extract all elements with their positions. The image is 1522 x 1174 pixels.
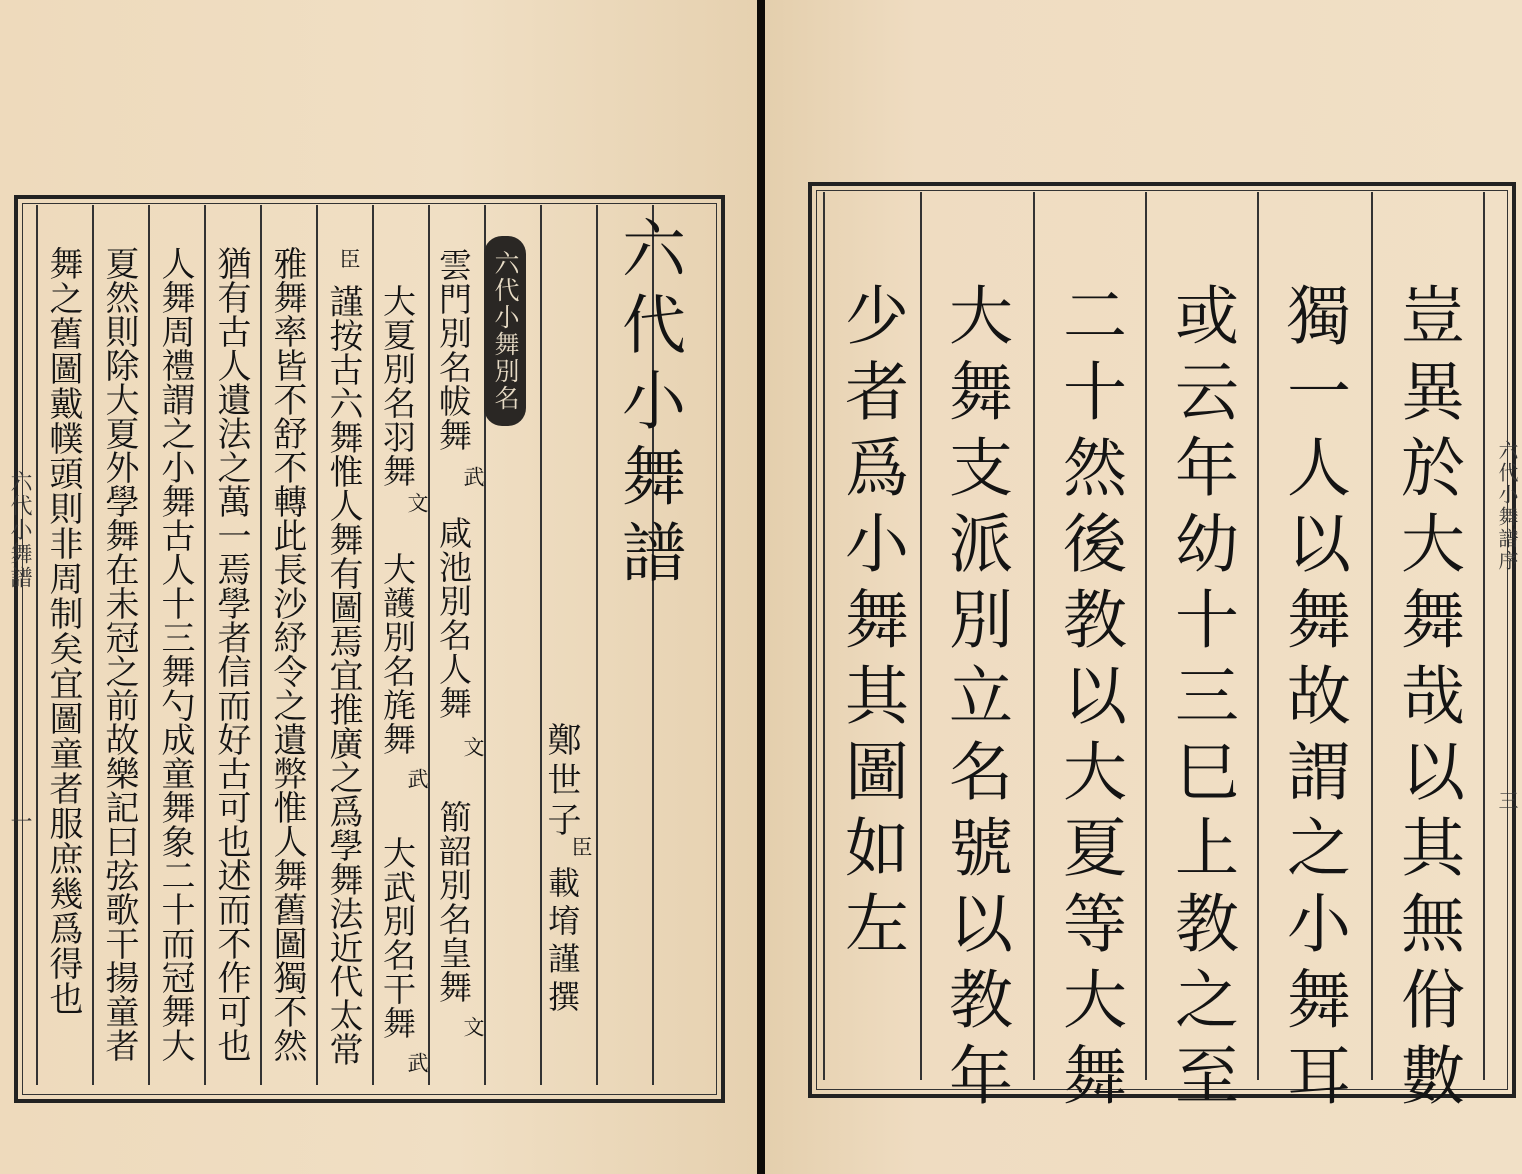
fold-page-number: 一 xyxy=(7,810,32,834)
fold-page-number: 三 xyxy=(1495,790,1519,812)
column-rule xyxy=(1257,192,1259,1080)
column-rule xyxy=(540,205,542,1085)
column-rule xyxy=(148,205,150,1085)
preface-column: 二十然後教以大夏等大舞 xyxy=(1052,282,1126,1118)
commentary-prefix: 臣 xyxy=(337,248,361,269)
right-page xyxy=(765,0,1522,1174)
commentary-line: 舞之舊圖戴幞頭則非周制矣宜圖童者服庶幾爲得也 xyxy=(43,246,83,1016)
dance-type-note: 文 xyxy=(405,492,429,513)
dance-type-note: 武 xyxy=(405,1052,429,1073)
dance-name: 箾韶別名皇舞 xyxy=(434,800,473,1004)
left-page xyxy=(0,0,758,1174)
commentary-line: 謹按古六舞惟人舞有圖焉宜推廣之爲學舞法近代太常 xyxy=(323,284,363,1066)
preface-column: 少者爲小舞其圖如左 xyxy=(834,282,908,966)
column-rule xyxy=(260,205,262,1085)
column-rule xyxy=(92,205,94,1085)
dance-name: 咸池別名人舞 xyxy=(434,516,473,720)
dance-name: 大武別名干舞 xyxy=(378,836,417,1040)
column-rule xyxy=(823,192,825,1080)
commentary-line: 雅舞率皆不舒不轉此長沙紓令之遺弊惟人舞舊圖獨不然 xyxy=(267,246,307,1062)
column-rule xyxy=(316,205,318,1085)
commentary-line: 猶有古人遺法之萬一焉學者信而好古可也述而不作可也 xyxy=(211,246,251,1062)
column-rule xyxy=(372,205,374,1085)
dance-name: 大夏別名羽舞 xyxy=(378,284,417,488)
column-rule xyxy=(1145,192,1147,1080)
column-rule xyxy=(596,205,598,1085)
dance-type-note: 文 xyxy=(461,1016,485,1037)
column-rule xyxy=(1371,192,1373,1080)
preface-column: 獨一人以舞故謂之小舞耳 xyxy=(1276,282,1350,1118)
dance-name: 雲門別名帗舞 xyxy=(434,248,473,452)
preface-column: 豈異於大舞哉以其無佾數 xyxy=(1390,282,1464,1118)
column-rule xyxy=(204,205,206,1085)
dance-name: 大頀別名旄舞 xyxy=(378,552,417,756)
book-gutter xyxy=(757,0,765,1174)
author-title: 臣 xyxy=(569,836,593,857)
column-rule xyxy=(1483,192,1485,1080)
dance-type-note: 武 xyxy=(461,466,485,487)
dance-type-note: 武 xyxy=(405,768,429,789)
fold-label: 六代小舞譜序 xyxy=(1495,440,1519,572)
column-rule xyxy=(920,192,922,1080)
commentary-line: 夏然則除大夏外學舞在未冠之前故樂記曰弦歌干揚童者 xyxy=(99,246,139,1062)
author-name: 鄭世子 xyxy=(541,722,581,842)
page-title: 六代小舞譜 xyxy=(611,215,685,595)
section-tag: 六代小舞別名 xyxy=(484,236,526,426)
preface-column: 或云年幼十三巳上教之至 xyxy=(1164,282,1238,1118)
author-action: 載堉謹撰 xyxy=(543,866,581,1018)
column-rule xyxy=(36,205,38,1085)
column-rule xyxy=(1033,192,1035,1080)
dance-type-note: 文 xyxy=(461,736,485,757)
fold-label: 六代小舞譜 xyxy=(7,470,32,590)
column-rule xyxy=(428,205,430,1085)
preface-column: 大舞支派別立名號以教年 xyxy=(938,282,1012,1118)
commentary-line: 人舞周禮謂之小舞古人十三舞勺成童舞象二十而冠舞大 xyxy=(155,246,195,1062)
